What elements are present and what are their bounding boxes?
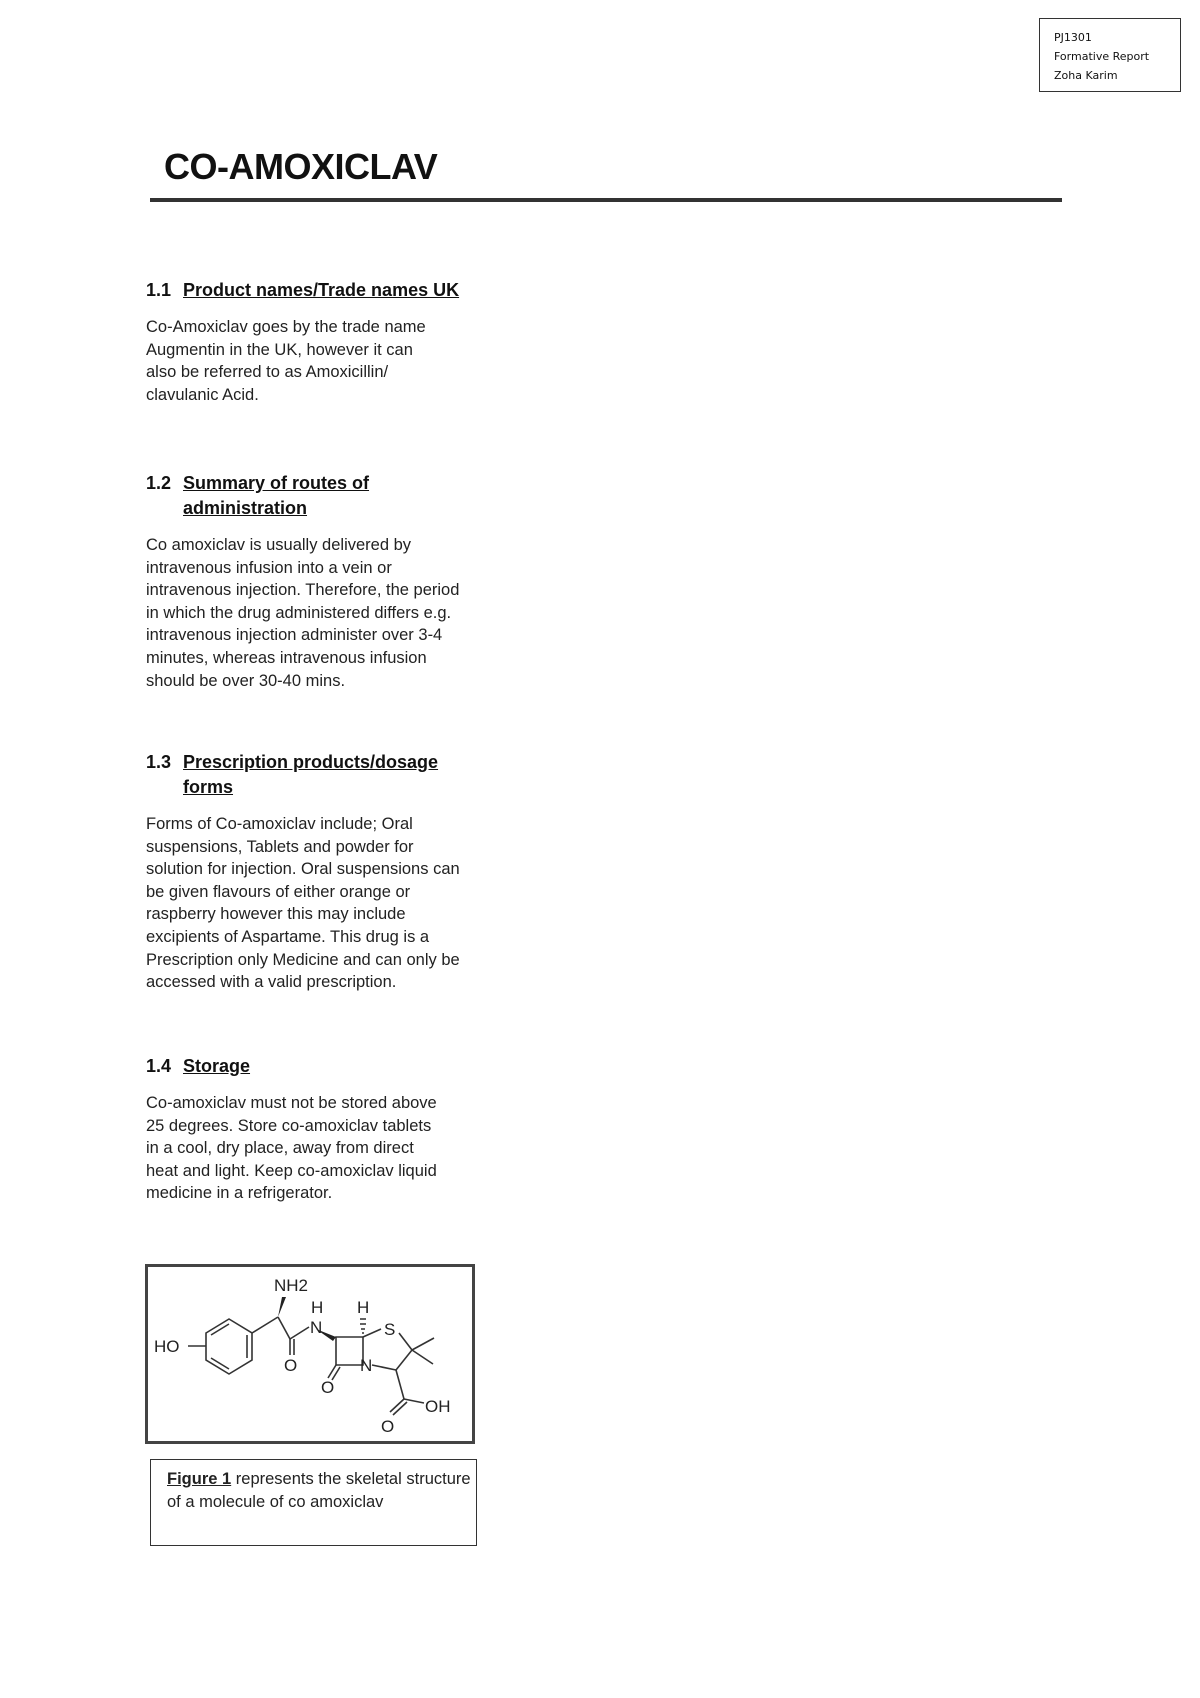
label-o-acid: O: [381, 1417, 395, 1436]
section-number: 1.2: [146, 473, 172, 493]
section-heading: [146, 471, 506, 521]
section-title: Summary of routes of administration: [183, 473, 370, 518]
label-n-ring: N: [360, 1356, 373, 1375]
section-body: Forms of Co-amoxiclav include; Oral suspensions, Tablets and powder for solution for injection. Oral suspensions can be given flavours of either orange or raspberry however this may include excipients of Aspartame. This drug is a Prescription only Medicine and can only be accessed with a valid prescription.: [146, 815, 460, 992]
title-underline: [150, 198, 1062, 202]
section-storage: [146, 1054, 506, 1205]
label-oh: OH: [425, 1397, 451, 1416]
benzene-ring: [206, 1319, 252, 1374]
label-o-amide: O: [284, 1356, 298, 1375]
section-heading: [146, 278, 506, 303]
label-o-lactam: O: [321, 1378, 335, 1397]
section-routes-of-administration: [146, 471, 506, 692]
report-type: Formative Report: [1054, 50, 1150, 63]
section-body: Co-amoxiclav must not be stored above 25 degrees. Store co-amoxiclav tablets in a cool, dry place, away from direct heat and light. Keep co-amoxiclav liquid medicine in a refrigerator.: [146, 1094, 437, 1203]
figure-label: Figure 1: [167, 1470, 232, 1488]
label-hydroxyl: HO: [154, 1337, 180, 1356]
section-body: Co amoxiclav is usually delivered by intravenous infusion into a vein or intravenous injection. Therefore, the period in which the drug administered differs e.g. intravenous injection administer over 3-4 minutes, whereas intravenous infusion should be over 30-40 mins.: [146, 536, 460, 690]
label-h-ring: H: [357, 1298, 370, 1317]
section-body: Co-Amoxiclav goes by the trade name Augmentin in the UK, however it can also be referred to as Amoxicillin/ clavulanic Acid.: [146, 318, 426, 404]
label-n-amide: N: [310, 1318, 323, 1337]
section-heading: [146, 1054, 506, 1079]
section-title: Prescription products/dosage forms: [183, 752, 439, 797]
label-h-amide: H: [311, 1298, 324, 1317]
section-product-names: [146, 278, 506, 406]
section-title: Product names/Trade names UK: [183, 280, 460, 300]
page-title: CO-AMOXICLAV: [164, 146, 438, 187]
module-code: PJ1301: [1054, 31, 1092, 44]
section-title: Storage: [183, 1056, 251, 1076]
section-prescription-products: [146, 750, 506, 994]
section-number: 1.1: [146, 280, 172, 300]
amoxicillin-structure-diagram: [148, 1267, 472, 1441]
hash-bond-h: [360, 1319, 366, 1333]
author-name: Zoha Karim: [1054, 69, 1118, 82]
label-sulfur: S: [384, 1320, 396, 1339]
label-nh2: NH2: [274, 1276, 309, 1295]
beta-lactam-ring: [336, 1337, 363, 1365]
caption-text: represents the skeletal structure of a molecule of co amoxiclav: [167, 1470, 471, 1511]
molecule-figure: [145, 1264, 475, 1444]
wedge-bond-nh2: [278, 1297, 286, 1317]
figure-caption: [150, 1459, 477, 1546]
header-info-box: [1039, 18, 1181, 92]
section-heading: [146, 750, 506, 800]
section-number: 1.4: [146, 1056, 172, 1076]
section-number: 1.3: [146, 752, 172, 772]
